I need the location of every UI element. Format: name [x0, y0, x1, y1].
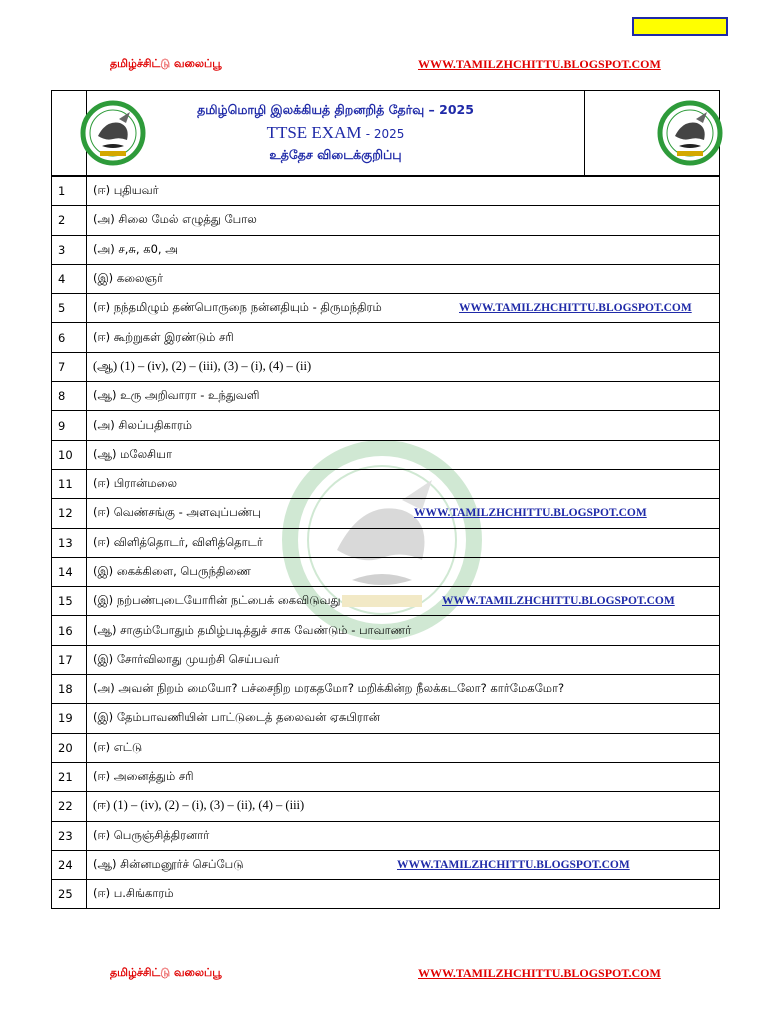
left-logo-cell: [52, 91, 87, 176]
answer-text: (ஈ) நந்தமிழும் தண்பொருநை நன்னதியும் - திருமந்திரம்: [93, 300, 382, 315]
answers-table: [51, 176, 720, 909]
answer-text: (ஆ) (1) – (iv), (2) – (iii), (3) – (i), (4) – (ii): [93, 358, 312, 373]
table-row: [52, 469, 720, 498]
answer-text: (ஈ) பெருஞ்சித்திரனார்: [93, 827, 210, 842]
header-blog-name: தமிழ்ச்சிட்டு வலைப்பூ: [110, 57, 222, 70]
answer-key-table: [51, 90, 720, 176]
question-number: 4: [52, 264, 87, 293]
answer-text: (ஆ) உரு அறிவாரா - உந்துவளி: [93, 388, 260, 403]
footer-blog-link[interactable]: WWW.TAMILZHCHITTU.BLOGSPOT.COM: [418, 966, 661, 980]
table-row: [52, 850, 720, 879]
table-row: [52, 177, 720, 206]
answer-text: (ஆ) சின்னமனூர்ச் செப்பேடு: [93, 856, 244, 871]
question-number: 5: [52, 294, 87, 323]
answer-text: (அ) சிலை மேல் எழுத்து போல: [93, 212, 257, 227]
table-row: [52, 264, 720, 293]
answer-text: (ஈ) (1) – (iv), (2) – (i), (3) – (ii), (4) – (iii): [93, 798, 305, 813]
exam-title-year: - 2025: [365, 127, 405, 141]
footer-blog-name: தமிழ்ச்சிட்டு வலைப்பூ: [110, 966, 222, 979]
table-row: [52, 880, 720, 909]
answer-cell: [87, 411, 720, 440]
answer-cell: [87, 528, 720, 557]
table-row: [52, 792, 720, 821]
answer-text: (ஈ) வெண்சங்கு - அளவுப்பண்பு: [93, 505, 261, 520]
question-number: 23: [52, 821, 87, 850]
blog-link[interactable]: WWW.TAMILZHCHITTU.BLOGSPOT.COM: [459, 302, 692, 315]
table-row: [52, 645, 720, 674]
table-row: [52, 704, 720, 733]
table-row: [52, 499, 720, 528]
answer-cell: [87, 323, 720, 352]
answer-cell: [87, 382, 720, 411]
answer-text: (அ) ச,சு, க0, அ: [93, 241, 179, 256]
answer-text: (ஆ) மலேசியா: [93, 446, 173, 461]
header-blog-link[interactable]: WWW.TAMILZHCHITTU.BLOGSPOT.COM: [418, 57, 661, 71]
blog-link[interactable]: WWW.TAMILZHCHITTU.BLOGSPOT.COM: [442, 595, 675, 608]
blog-link[interactable]: WWW.TAMILZHCHITTU.BLOGSPOT.COM: [397, 858, 630, 871]
answer-text: (இ) நற்பண்புடையோரின் நட்பைக் கைவிடுவது: [93, 593, 341, 608]
table-row: [52, 616, 720, 645]
question-number: 25: [52, 880, 87, 909]
question-number: 15: [52, 587, 87, 616]
left-logo-icon: [80, 100, 146, 166]
table-row: [52, 733, 720, 762]
answer-text: (ஆ) சாகும்போதும் தமிழ்படித்துச் சாக வேண்டும் - பாவாணர்: [93, 622, 412, 637]
question-number: 16: [52, 616, 87, 645]
answer-cell: [87, 850, 720, 879]
answer-cell: [87, 264, 720, 293]
exam-title-tamil: தமிழ்மொழி இலக்கியத் திறனறித் தேர்வு – 2025: [197, 102, 474, 117]
answer-cell: [87, 206, 720, 235]
question-number: 11: [52, 469, 87, 498]
question-number: 10: [52, 440, 87, 469]
answer-text: (இ) கைக்கிளை, பெருந்திணை: [93, 564, 251, 578]
table-row: [52, 557, 720, 586]
table-row: [52, 352, 720, 381]
table-row: [52, 294, 720, 323]
answer-cell: [87, 587, 720, 616]
answer-cell: [87, 733, 720, 762]
answer-text: (ஈ) புதியவர்: [93, 183, 159, 198]
question-number: 24: [52, 850, 87, 879]
question-number: 7: [52, 352, 87, 381]
table-row: [52, 440, 720, 469]
answer-cell: [87, 880, 720, 909]
question-number: 3: [52, 235, 87, 264]
answer-text: (ஈ) அனைத்தும் சரி: [93, 769, 194, 784]
question-number: 1: [52, 177, 87, 206]
answer-cell: [87, 792, 720, 821]
answer-cell: [87, 704, 720, 733]
answer-cell: [87, 177, 720, 206]
answer-cell: [87, 645, 720, 674]
question-number: 6: [52, 323, 87, 352]
question-number: 21: [52, 762, 87, 791]
answer-cell: [87, 235, 720, 264]
answer-cell: [87, 352, 720, 381]
answer-text: (ஈ) ப.சிங்காரம்: [93, 886, 174, 901]
table-row: [52, 675, 720, 704]
table-row: [52, 235, 720, 264]
question-number: 13: [52, 528, 87, 557]
question-number: 19: [52, 704, 87, 733]
question-number: 8: [52, 382, 87, 411]
blog-link[interactable]: WWW.TAMILZHCHITTU.BLOGSPOT.COM: [414, 507, 647, 520]
question-number: 14: [52, 557, 87, 586]
answer-cell: [87, 499, 720, 528]
answer-cell: [87, 762, 720, 791]
table-row: [52, 528, 720, 557]
answer-cell: [87, 557, 720, 586]
answer-cell: [87, 675, 720, 704]
title-cell: [87, 91, 585, 176]
right-logo-cell: [585, 91, 720, 176]
question-number: 22: [52, 792, 87, 821]
answer-text: (இ) சோர்விலாது முயற்சி செய்பவர்: [93, 651, 280, 666]
answer-cell: [87, 821, 720, 850]
right-logo-icon: [657, 100, 723, 166]
table-row: [52, 762, 720, 791]
answer-cell: [87, 469, 720, 498]
answer-cell: [87, 616, 720, 645]
table-row: [52, 587, 720, 616]
answer-text: (ஈ) பிரான்மலை: [93, 476, 178, 491]
answer-text: (அ) சிலப்பதிகாரம்: [93, 417, 193, 432]
question-number: 20: [52, 733, 87, 762]
title-row: [52, 91, 720, 176]
exam-title-english: [93, 123, 578, 143]
answer-text: (ஈ) விளித்தொடர், விளித்தொடர்: [93, 534, 263, 549]
table-row: [52, 411, 720, 440]
table-row: [52, 206, 720, 235]
answer-key-label: உத்தேச விடைக்குறிப்பு: [269, 147, 402, 162]
question-number: 18: [52, 675, 87, 704]
question-number: 17: [52, 645, 87, 674]
answer-text: (இ) கலைஞர்: [93, 271, 163, 286]
question-number: 12: [52, 499, 87, 528]
answer-cell: [87, 294, 720, 323]
table-row: [52, 323, 720, 352]
table-row: [52, 382, 720, 411]
highlight-box: [632, 17, 728, 36]
answer-text: (ஈ) கூற்றுகள் இரண்டும் சரி: [93, 329, 234, 344]
question-number: 2: [52, 206, 87, 235]
exam-title-main: TTSE EXAM: [266, 123, 362, 142]
answer-text: (ஈ) எட்டு: [93, 739, 143, 754]
answer-cell: [87, 440, 720, 469]
table-row: [52, 821, 720, 850]
answer-text: (இ) தேம்பாவணியின் பாட்டுடைத் தலைவன் ஏசுபிரான்: [93, 710, 380, 725]
question-number: 9: [52, 411, 87, 440]
answer-text: (அ) அவன் நிறம் மையோ? பச்சைநிற மரகதமோ? மறிக்கின்ற நீலக்கடலோ? கார்மேகமோ?: [93, 681, 565, 696]
